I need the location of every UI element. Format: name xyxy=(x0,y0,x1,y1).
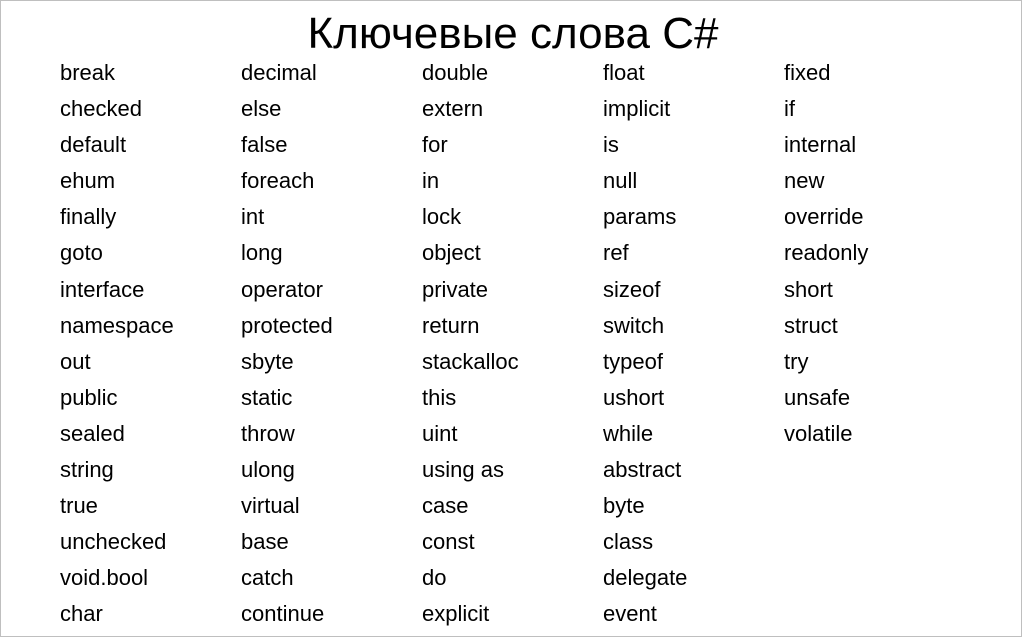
slide-title: Ключевые слова C# xyxy=(307,9,719,58)
keyword-item: byte xyxy=(603,493,645,519)
keyword-item: sizeof xyxy=(603,276,661,302)
keyword-item: is xyxy=(603,132,619,158)
keyword-item: while xyxy=(603,420,654,446)
keyword-item: try xyxy=(784,348,809,374)
keyword-item: return xyxy=(422,312,480,338)
keyword-item: ushort xyxy=(603,384,665,410)
keyword-item: ehum xyxy=(60,168,116,194)
keyword-item: this xyxy=(422,384,457,410)
keyword-item: new xyxy=(784,168,825,194)
keyword-item: int xyxy=(241,204,265,230)
keyword-column xyxy=(603,55,783,633)
keyword-item: extern xyxy=(422,96,484,122)
keyword-item: case xyxy=(422,493,469,519)
keyword-item: lock xyxy=(422,204,462,230)
keyword-item: checked xyxy=(60,96,142,122)
keyword-item: volatile xyxy=(784,420,853,446)
keyword-item: protected xyxy=(241,312,333,338)
keyword-item: catch xyxy=(241,565,294,591)
keyword-item: switch xyxy=(603,312,665,338)
keyword-item: explicit xyxy=(422,601,490,627)
keyword-column xyxy=(60,55,240,633)
keyword-item: private xyxy=(422,276,489,302)
keyword-item: true xyxy=(60,493,98,519)
keyword-item: base xyxy=(241,529,289,555)
keyword-item: virtual xyxy=(241,493,300,519)
keyword-item: decimal xyxy=(241,60,317,85)
keyword-item: fixed xyxy=(784,60,831,85)
keyword-column xyxy=(422,55,602,633)
keyword-item: if xyxy=(784,96,795,122)
keyword-item: static xyxy=(241,384,293,410)
keyword-item: event xyxy=(603,601,657,627)
keyword-item: ulong xyxy=(241,457,295,483)
keyword-item: break xyxy=(60,60,116,85)
keyword-item: string xyxy=(60,457,114,483)
keyword-item: void.bool xyxy=(60,565,149,591)
keyword-item: override xyxy=(784,204,864,230)
keyword-item: unsafe xyxy=(784,384,851,410)
keyword-item: implicit xyxy=(603,96,671,122)
keyword-item: char xyxy=(60,601,103,627)
keyword-item: stackalloc xyxy=(422,348,519,374)
keyword-item: goto xyxy=(60,240,103,266)
keyword-columns xyxy=(60,55,980,635)
keyword-item: out xyxy=(60,348,91,374)
keyword-item: null xyxy=(603,168,638,194)
keyword-item: long xyxy=(241,240,283,266)
keyword-item: abstract xyxy=(603,457,682,483)
keyword-item: readonly xyxy=(784,240,869,266)
keyword-item: ref xyxy=(603,240,629,266)
keyword-item: struct xyxy=(784,312,838,338)
keyword-item: continue xyxy=(241,601,325,627)
keyword-item: internal xyxy=(784,132,857,158)
keyword-item: double xyxy=(422,60,489,85)
keyword-item: params xyxy=(603,204,677,230)
keyword-item: do xyxy=(422,565,447,591)
keyword-item: delegate xyxy=(603,565,688,591)
keyword-item: short xyxy=(784,276,833,302)
keyword-item: uint xyxy=(422,420,458,446)
keyword-item: operator xyxy=(241,276,323,302)
keyword-item: foreach xyxy=(241,168,315,194)
keyword-item: public xyxy=(60,384,118,410)
keyword-item: float xyxy=(603,60,645,85)
keyword-item: sealed xyxy=(60,420,125,446)
keyword-column xyxy=(784,55,964,452)
keyword-item: false xyxy=(241,132,288,158)
keyword-item: in xyxy=(422,168,440,194)
keyword-item: interface xyxy=(60,276,145,302)
keyword-item: throw xyxy=(241,420,295,446)
keyword-item: object xyxy=(422,240,481,266)
keyword-item: default xyxy=(60,132,127,158)
keyword-item: const xyxy=(422,529,475,555)
keyword-item: for xyxy=(422,132,448,158)
keyword-item: finally xyxy=(60,204,117,230)
keyword-item: namespace xyxy=(60,312,174,338)
keyword-item: sbyte xyxy=(241,348,294,374)
keyword-column xyxy=(241,55,421,633)
keyword-item: else xyxy=(241,96,282,122)
keyword-item: using as xyxy=(422,457,504,483)
keyword-item: typeof xyxy=(603,348,663,374)
keyword-item: class xyxy=(603,529,654,555)
keyword-item: unchecked xyxy=(60,529,167,555)
